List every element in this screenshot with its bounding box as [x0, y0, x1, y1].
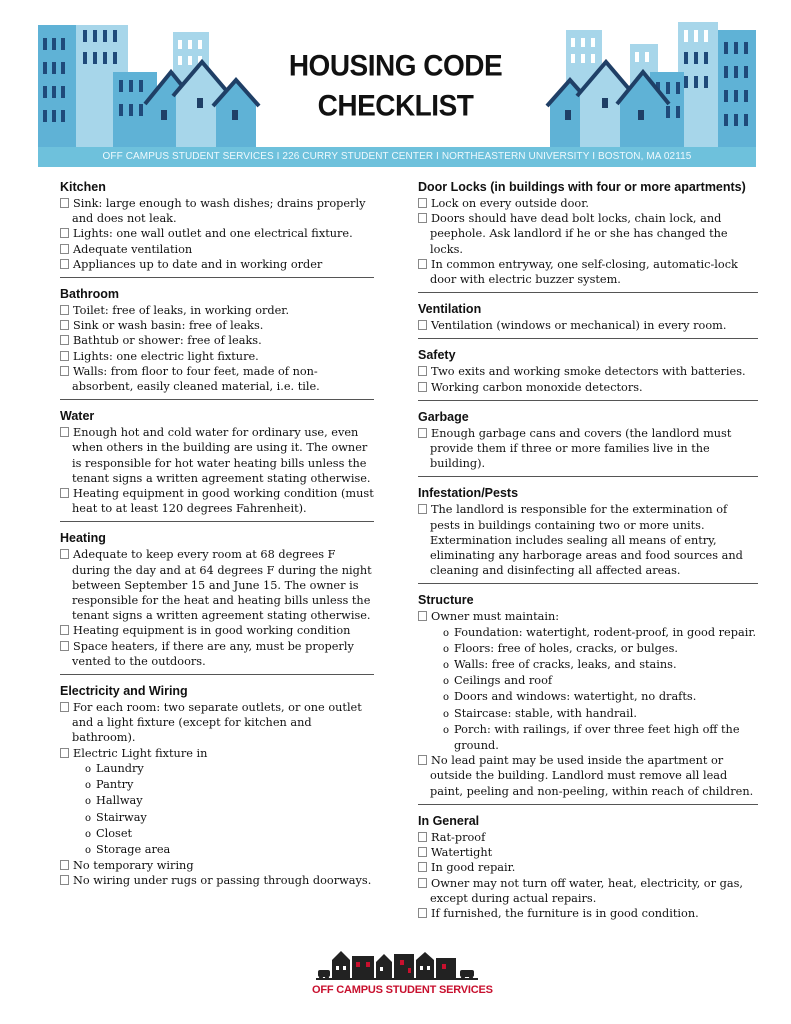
- checklist-item: [60, 700, 374, 746]
- sub-list-item: [418, 625, 758, 641]
- checkbox-icon[interactable]: [418, 213, 427, 223]
- checklist-item: [60, 547, 374, 623]
- checklist: [418, 830, 758, 921]
- circle-bullet-icon: o: [443, 724, 450, 736]
- checklist-item: [60, 349, 374, 364]
- checklist-item-text: Two exits and working smoke detectors with batteries.: [431, 365, 746, 379]
- circle-bullet-icon: o: [85, 844, 92, 856]
- checklist: [418, 426, 758, 472]
- checklist: [60, 196, 374, 272]
- checklist-item: [418, 364, 758, 379]
- checkbox-icon[interactable]: [60, 335, 69, 345]
- checklist-item-text: Rat-proof: [431, 830, 486, 844]
- checklist-item-text: Sink: large enough to wash dishes; drains properly and does not leak.: [72, 197, 366, 226]
- checklist-item: [418, 211, 758, 257]
- sub-list-item-text: Walls: free of cracks, leaks, and stains.: [454, 658, 677, 672]
- checkbox-icon[interactable]: [60, 488, 69, 498]
- checklist-item: [418, 609, 758, 624]
- checkbox-icon[interactable]: [60, 549, 69, 559]
- checklist-item-text: Lock on every outside door.: [431, 197, 589, 210]
- checklist-item-text: Toilet: free of leaks, in working order.: [73, 304, 290, 318]
- checklist-item: [60, 242, 374, 257]
- sub-list: [418, 625, 758, 754]
- circle-bullet-icon: o: [85, 780, 92, 792]
- checklist-item-text: Owner may not turn off water, heat, electricity, or gas, except during actual repairs.: [430, 876, 743, 905]
- checkbox-icon[interactable]: [418, 382, 427, 392]
- circle-bullet-icon: o: [85, 812, 92, 824]
- sub-list-item: [418, 673, 758, 689]
- left-column: [60, 180, 374, 903]
- sub-list: [60, 761, 374, 858]
- checklist-item-text: No wiring under rugs or passing through doorways.: [73, 874, 372, 888]
- checklist-item-text: Lights: one wall outlet and one electrical fixture.: [73, 227, 353, 241]
- circle-bullet-icon: o: [443, 627, 450, 639]
- section-heading: Door Locks (in buildings with four or more apartments): [418, 180, 746, 194]
- checklist-item-text: Adequate to keep every room at 68 degrees F during the day and at 64 degrees F during the night between September 15 and June 15. The owner is responsible for the heat and heating bills unless the tenant signs a written agreement stating otherwise.: [72, 548, 372, 623]
- section-electricity-and-wiring: [60, 684, 374, 893]
- sub-list-item-text: Ceilings and roof: [454, 674, 553, 688]
- checklist-item-text: Heating equipment in good working condition (must heat to at least 120 degrees Fahrenheit).: [72, 487, 374, 516]
- section-heading: Structure: [418, 593, 474, 608]
- section-structure: [418, 593, 758, 804]
- checklist-item-text: In common entryway, one self-closing, automatic-lock door with electric buzzer system.: [430, 257, 738, 287]
- page-title-line-2: CHECKLIST: [317, 89, 474, 122]
- checklist-item-text: For each room: two separate outlets, or one outlet and a light fixture (except for kitchen and bathroom).: [72, 701, 362, 745]
- circle-bullet-icon: o: [443, 676, 450, 688]
- section-heading: Electricity and Wiring: [60, 684, 188, 699]
- sub-list-item: [418, 706, 758, 722]
- checklist-item-text: Appliances up to date and in working order: [73, 257, 323, 271]
- section-safety: [418, 348, 758, 400]
- checklist: [418, 502, 758, 578]
- section-heading: Garbage: [418, 409, 469, 424]
- checklist-item: [60, 873, 374, 888]
- section-heading: Bathroom: [60, 287, 120, 302]
- sub-list-item: [418, 689, 758, 705]
- section-water: [60, 409, 374, 522]
- checklist-item-text: No lead paint may be used inside the apartment or outside the building. Landlord must remove all lead paint, peeling and non-peeling, within reach of children.: [430, 754, 754, 798]
- checkbox-icon[interactable]: [60, 244, 69, 254]
- sub-list-item-text: Foundation: watertight, rodent-proof, in good repair.: [454, 625, 757, 639]
- sub-list-item: [418, 657, 758, 673]
- checklist-item-text: Watertight: [431, 846, 493, 860]
- checkbox-icon[interactable]: [60, 860, 69, 870]
- checklist-item-text: No temporary wiring: [73, 859, 194, 873]
- checklist-item: [60, 623, 374, 638]
- section-ventilation: [418, 302, 758, 339]
- checklist: [418, 609, 758, 798]
- checklist-item: [418, 876, 758, 906]
- section-door-locks-in-buildings-with-four-or-more-apartments: [418, 180, 758, 293]
- checkbox-icon[interactable]: [60, 259, 69, 269]
- sub-list-item: [418, 641, 758, 657]
- checklist-item-text: Walls: from floor to four feet, made of non-absorbent, easily cleaned material, i.e. tile.: [72, 364, 320, 394]
- checklist-item-text: Working carbon monoxide detectors.: [431, 380, 643, 394]
- section-heading: Kitchen: [60, 180, 106, 194]
- footer-logo-text: OFF CAMPUS STUDENT SERVICES: [312, 984, 493, 996]
- checkbox-icon[interactable]: [418, 428, 427, 438]
- checklist-item: [60, 858, 374, 873]
- section-in-general: [418, 814, 758, 926]
- checklist-item: [60, 196, 374, 226]
- circle-bullet-icon: o: [85, 796, 92, 808]
- checklist: [60, 700, 374, 888]
- sub-list-item-text: Storage area: [96, 842, 171, 856]
- checkbox-icon[interactable]: [418, 504, 427, 514]
- house-row-logo-icon: [312, 948, 482, 984]
- checkbox-icon[interactable]: [60, 702, 69, 712]
- checklist-item: [60, 333, 374, 348]
- checkbox-icon[interactable]: [418, 198, 427, 208]
- checklist-item: [60, 639, 374, 669]
- right-column: [418, 180, 758, 935]
- footer-logo: [312, 948, 493, 1000]
- sub-list-item-text: Porch: with railings, if over three feet high off the ground.: [454, 722, 740, 753]
- checklist: [418, 364, 758, 394]
- checklist-item: [418, 318, 758, 333]
- checklist: [418, 196, 758, 287]
- checklist-item: [60, 425, 374, 486]
- checklist-item: [418, 830, 758, 845]
- checkbox-icon[interactable]: [60, 641, 69, 651]
- circle-bullet-icon: o: [443, 643, 450, 655]
- sub-list-item-text: Closet: [96, 826, 133, 840]
- sub-list-item-text: Laundry: [96, 761, 144, 775]
- sub-list-item: [60, 826, 374, 842]
- checklist-item-text: Heating equipment is in good working condition: [73, 624, 351, 638]
- page-title-line-1: HOUSING CODE: [288, 49, 503, 82]
- contact-band: OFF CAMPUS STUDENT SERVICES I 226 CURRY STUDENT CENTER I NORTHEASTERN UNIVERSITY I BOSTON, MA 02115: [38, 147, 756, 167]
- checklist-item: [418, 906, 758, 921]
- sub-list-item-text: Stairway: [96, 810, 147, 824]
- checkbox-icon[interactable]: [418, 755, 427, 765]
- checkbox-icon[interactable]: [418, 259, 427, 269]
- checkbox-icon[interactable]: [60, 351, 69, 361]
- sub-list-item: [60, 793, 374, 809]
- section-infestation-pests: [418, 486, 758, 584]
- sub-list-item-text: Pantry: [96, 778, 134, 792]
- checklist-item-text: Adequate ventilation: [73, 242, 193, 256]
- sub-list-item: [418, 722, 758, 753]
- checklist-item: [418, 426, 758, 472]
- checklist-item-text: Owner must maintain:: [431, 610, 560, 624]
- checklist-item: [60, 318, 374, 333]
- checklist-item-text: Doors should have dead bolt locks, chain lock, and peephole. Ask landlord if he or she has changed the locks.: [430, 212, 728, 256]
- checkbox-icon[interactable]: [418, 320, 427, 330]
- checklist-item: [418, 753, 758, 799]
- section-kitchen: [60, 180, 374, 278]
- checklist-item-text: Enough garbage cans and covers (the landlord must provide them if three or more families live in the building).: [430, 426, 732, 471]
- checklist-item: [60, 257, 374, 272]
- checklist-item: [418, 196, 758, 211]
- section-heating: [60, 531, 374, 675]
- circle-bullet-icon: o: [443, 708, 450, 720]
- sub-list-item: [60, 777, 374, 793]
- checkbox-icon[interactable]: [60, 748, 69, 758]
- checkbox-icon[interactable]: [418, 847, 427, 857]
- checklist-item: [418, 257, 758, 287]
- section-heading: Heating: [60, 531, 106, 546]
- checklist-item-text: In good repair.: [431, 861, 516, 875]
- checklist-item: [418, 380, 758, 395]
- checklist-item: [60, 486, 374, 516]
- checkbox-icon[interactable]: [418, 832, 427, 842]
- checklist-item: [418, 845, 758, 860]
- sub-list-item-text: Doors and windows: watertight, no drafts.: [454, 690, 697, 704]
- checkbox-icon[interactable]: [418, 862, 427, 872]
- checkbox-icon[interactable]: [60, 228, 69, 238]
- checklist-item: [60, 226, 374, 241]
- sub-list-item-text: Hallway: [96, 794, 143, 808]
- checklist: [418, 318, 758, 333]
- section-heading: Infestation/Pests: [418, 486, 519, 501]
- sub-list-item: [60, 842, 374, 858]
- circle-bullet-icon: o: [443, 692, 450, 704]
- checklist-item-text: Space heaters, if there are any, must be properly vented to the outdoors.: [72, 639, 354, 668]
- checklist-item-text: Enough hot and cold water for ordinary use, even when others in the building are using it. The owner is responsible for hot water heating bills unless the tenant signs a written agreement stating otherwise.: [72, 426, 371, 485]
- sub-list-item-text: Floors: free of holes, cracks, or bulges.: [454, 641, 678, 655]
- checkbox-icon[interactable]: [60, 875, 69, 885]
- section-bathroom: [60, 287, 374, 400]
- checklist: [60, 547, 374, 669]
- city-skyline-graphic: [38, 20, 756, 147]
- section-heading: Ventilation: [418, 302, 482, 317]
- checklist-item: [60, 746, 374, 761]
- checklist-item-text: Sink or wash basin: free of leaks.: [73, 319, 264, 333]
- checklist-item-text: Lights: one electric light fixture.: [73, 349, 259, 363]
- checklist: [60, 303, 374, 394]
- checkbox-icon[interactable]: [418, 366, 427, 376]
- checklist-item-text: Ventilation (windows or mechanical) in every room.: [431, 319, 727, 333]
- sub-list-item: [60, 761, 374, 777]
- circle-bullet-icon: o: [85, 763, 92, 775]
- checklist-item: [418, 502, 758, 578]
- checklist-item: [60, 364, 374, 394]
- checklist-item: [60, 303, 374, 318]
- checklist-item-text: Electric Light fixture in: [73, 746, 208, 760]
- checklist-item: [418, 860, 758, 875]
- checklist-item-text: If furnished, the furniture is in good condition.: [431, 906, 699, 920]
- checklist-item-text: The landlord is responsible for the extermination of pests in buildings containing two or more units. Extermination includes sealing all means of entry, eliminating any harborage areas and food sources and cleaning and disinfecting all affected areas.: [430, 503, 743, 578]
- checkbox-icon[interactable]: [60, 427, 69, 437]
- checkbox-icon[interactable]: [60, 305, 69, 315]
- section-heading: Water: [60, 409, 95, 424]
- section-garbage: [418, 410, 758, 478]
- checklist: [60, 425, 374, 516]
- checklist-item-text: Bathtub or shower: free of leaks.: [73, 334, 262, 348]
- checkbox-icon[interactable]: [60, 320, 69, 330]
- checkbox-icon[interactable]: [418, 908, 427, 918]
- checkbox-icon[interactable]: [60, 625, 69, 635]
- sub-list-item: [60, 810, 374, 826]
- sub-list-item-text: Staircase: stable, with handrail.: [454, 706, 637, 720]
- checkbox-icon[interactable]: [418, 611, 427, 621]
- circle-bullet-icon: o: [443, 660, 450, 672]
- checkbox-icon[interactable]: [418, 878, 427, 888]
- circle-bullet-icon: o: [85, 828, 92, 840]
- checkbox-icon[interactable]: [60, 198, 69, 208]
- section-heading: Safety: [418, 348, 456, 363]
- checkbox-icon[interactable]: [60, 366, 69, 376]
- section-heading: In General: [418, 813, 480, 828]
